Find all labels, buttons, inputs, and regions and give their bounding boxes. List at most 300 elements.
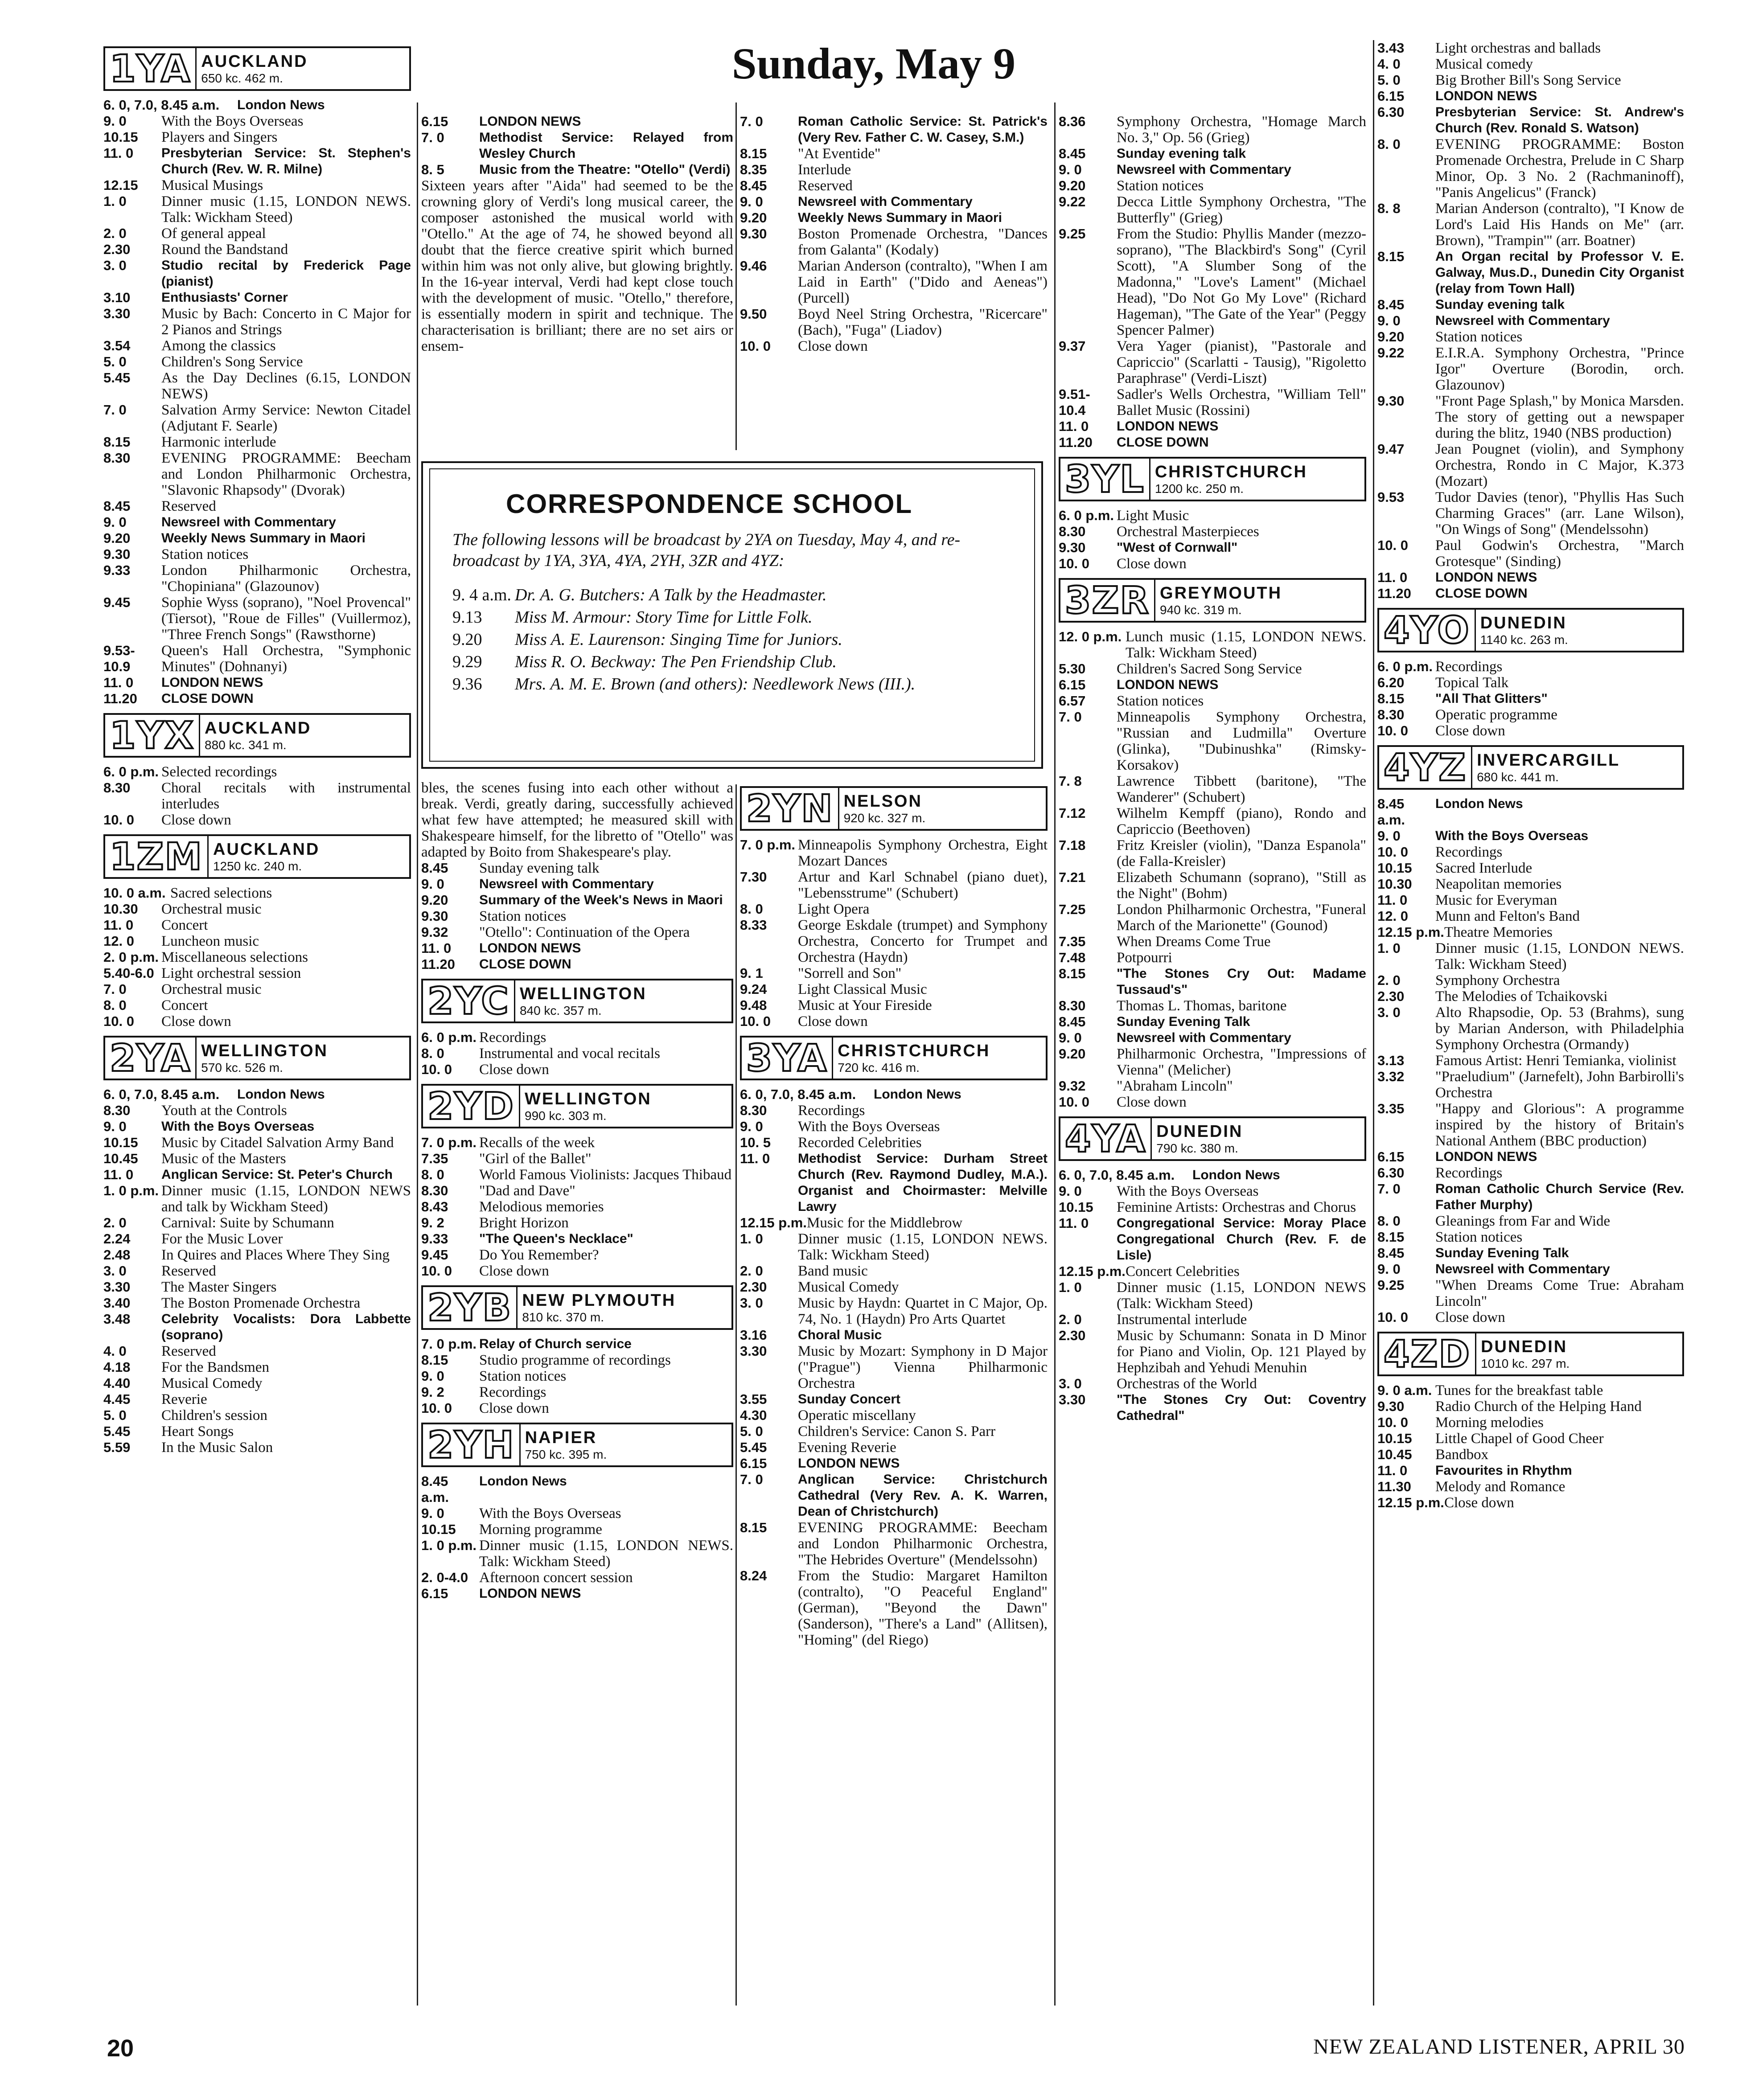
program-entry bbox=[1377, 586, 1684, 602]
program-description: Music at Your Fireside bbox=[798, 997, 932, 1013]
program-entry bbox=[103, 1311, 411, 1343]
program-entry bbox=[740, 1013, 1048, 1029]
program-entry bbox=[740, 306, 1048, 338]
program-description: Topical Talk bbox=[1435, 675, 1509, 691]
program-description: Music from the Theatre: "Otello" (Verdi) bbox=[479, 162, 731, 177]
program-entry bbox=[103, 498, 411, 514]
program-description: CLOSE DOWN bbox=[161, 691, 254, 706]
program-time: 10.45 bbox=[1377, 1447, 1412, 1462]
program-description: Presbyterian Service: St. Andrew's Church (Rev. Ronald S. Watson) bbox=[1435, 105, 1684, 135]
program-entry bbox=[1377, 313, 1684, 329]
program-description: Queen's Hall Orchestra, "Symphonic Minutes" (Dohnanyi) bbox=[161, 643, 411, 675]
program-time: 9. 1 bbox=[740, 965, 763, 981]
program-entry bbox=[103, 1135, 411, 1151]
program-description: Heart Songs bbox=[161, 1423, 234, 1440]
program-description: Roman Catholic Church Service (Rev. Father Murphy) bbox=[1435, 1181, 1684, 1212]
program-description: Light orchestral session bbox=[161, 965, 301, 981]
program-time: 1. 0 bbox=[1059, 1280, 1082, 1295]
program-entry bbox=[1059, 1280, 1366, 1312]
program-time: 4.30 bbox=[740, 1407, 767, 1423]
program-description: LONDON NEWS bbox=[479, 941, 581, 956]
program-description: Marian Anderson (contralto), "I Know de Lord's Laid His Hands on Me" (arr. Brown), "Trampin'" (arr. Boatner) bbox=[1435, 201, 1684, 249]
program-time: 8.15 bbox=[103, 434, 131, 450]
program-description: London News bbox=[237, 1087, 325, 1102]
program-entry bbox=[1377, 1399, 1684, 1415]
program-entry bbox=[1377, 297, 1684, 313]
program-time: 10.15 bbox=[1059, 1199, 1093, 1215]
program-time: 11. 0 bbox=[103, 145, 134, 161]
program-time: 8.45 bbox=[1059, 146, 1086, 161]
program-entry bbox=[421, 1538, 733, 1570]
program-entry bbox=[1059, 1046, 1366, 1078]
program-time: 9.51-10.4 bbox=[1059, 386, 1090, 418]
program-description: Carnival: Suite by Schumann bbox=[161, 1215, 334, 1231]
program-list bbox=[1377, 40, 1684, 602]
program-entry bbox=[1059, 1183, 1366, 1199]
program-time: 8.45 bbox=[740, 178, 767, 193]
program-time: 2. 0 bbox=[1059, 1312, 1082, 1327]
program-entry bbox=[421, 1029, 733, 1046]
program-description: Dinner music (1.15, LONDON NEWS and talk by Wickham Steed) bbox=[161, 1183, 411, 1215]
program-time: 6.57 bbox=[1059, 693, 1086, 709]
program-description: Light Classical Music bbox=[798, 981, 927, 997]
program-time: 6.30 bbox=[1377, 104, 1405, 120]
station-logo: 1YX bbox=[105, 715, 200, 756]
program-description: Recordings bbox=[1435, 659, 1503, 675]
program-time: 8.45 bbox=[1377, 1245, 1405, 1261]
program-description: Choral Music bbox=[798, 1328, 882, 1342]
program-time: 10. 0 bbox=[740, 1013, 771, 1029]
program-description: Music by Haydn: Quartet in C Major, Op. 74, No. 1 (Haydn) Pro Arts Quartet bbox=[798, 1295, 1048, 1327]
program-description: Tunes for the breakfast table bbox=[1435, 1382, 1603, 1399]
program-entry bbox=[740, 338, 1048, 354]
program-entry bbox=[1059, 114, 1366, 146]
program-time: 2. 0 bbox=[103, 1215, 127, 1230]
program-time: 7. 0 bbox=[421, 130, 444, 145]
program-time: 6. 0 p.m. bbox=[1377, 659, 1433, 674]
program-description: Musical Comedy bbox=[798, 1279, 899, 1295]
program-description: LONDON NEWS bbox=[1435, 89, 1537, 103]
program-list bbox=[1377, 659, 1684, 739]
program-description: Music by Bach: Concerto in C Major for 2 Pianos and Strings bbox=[161, 306, 411, 338]
program-description: Newsreel with Commentary bbox=[1117, 1030, 1291, 1045]
program-entry bbox=[1377, 104, 1684, 136]
program-description: Light orchestras and ballads bbox=[1435, 40, 1601, 56]
program-description: Feminine Artists: Orchestras and Chorus bbox=[1117, 1199, 1356, 1215]
program-time: 3.30 bbox=[103, 306, 131, 321]
program-entry bbox=[103, 1279, 411, 1295]
program-entry bbox=[103, 306, 411, 338]
program-time: 12.15 bbox=[103, 177, 138, 193]
program-description: Close down bbox=[1117, 1094, 1187, 1110]
station-frequency: 810 kc. 370 m. bbox=[522, 1310, 604, 1324]
program-description: Station notices bbox=[1117, 178, 1204, 194]
station-city: CHRISTCHURCH bbox=[838, 1042, 990, 1060]
program-time: 2.30 bbox=[1059, 1328, 1086, 1343]
program-description: CLOSE DOWN bbox=[479, 957, 571, 972]
program-entry bbox=[740, 210, 1048, 226]
program-time: 12.15 p.m. bbox=[1059, 1263, 1126, 1279]
program-description: Children's Sacred Song Service bbox=[1117, 661, 1302, 677]
program-entry bbox=[421, 780, 733, 860]
program-entry bbox=[740, 1343, 1048, 1391]
program-list bbox=[740, 837, 1048, 1029]
program-description: Miscellaneous selections bbox=[161, 949, 308, 965]
program-entry bbox=[1059, 1094, 1366, 1110]
station-logo: 3ZR bbox=[1060, 580, 1155, 621]
program-description: Newsreel with Commentary bbox=[798, 194, 973, 209]
program-description: Enthusiasts' Corner bbox=[161, 290, 288, 305]
program-entry bbox=[421, 892, 733, 908]
program-time: 8.30 bbox=[103, 450, 131, 466]
program-description: Lunch music (1.15, LONDON NEWS. Talk: Wickham Steed) bbox=[1126, 629, 1366, 661]
program-entry bbox=[1377, 1463, 1684, 1479]
program-description: Philharmonic Orchestra, "Impressions of Vienna" (Melicher) bbox=[1117, 1046, 1366, 1078]
program-entry bbox=[1059, 805, 1366, 837]
program-time: 9.53-10.9 bbox=[103, 643, 135, 674]
program-entry bbox=[740, 869, 1048, 901]
station-header-4yz bbox=[1377, 745, 1684, 790]
program-description: Sophie Wyss (soprano), "Noel Provencal" (Tiersot), "Roue de Filles" (Vuillermoz), "Three French Songs" (Rawsthorne) bbox=[161, 595, 411, 643]
station-city: NAPIER bbox=[525, 1428, 597, 1447]
station-logo: 3YA bbox=[742, 1038, 833, 1079]
program-description: Radio Church of the Helping Hand bbox=[1435, 1399, 1642, 1415]
program-time: 8. 0 bbox=[1377, 136, 1401, 152]
program-entry bbox=[421, 1368, 733, 1384]
program-entry bbox=[103, 812, 411, 828]
program-entry bbox=[740, 1456, 1048, 1472]
program-time: 8.15 bbox=[1377, 1229, 1405, 1245]
program-entry bbox=[1377, 1101, 1684, 1149]
program-entry bbox=[1059, 966, 1366, 998]
station-frequency: 790 kc. 380 m. bbox=[1156, 1141, 1238, 1155]
program-time: 6.15 bbox=[421, 1586, 448, 1601]
lesson-entry bbox=[452, 606, 1012, 628]
program-entry bbox=[740, 114, 1048, 146]
program-time: 3.10 bbox=[103, 290, 131, 305]
lesson-list bbox=[452, 584, 1012, 695]
program-time: 4.45 bbox=[103, 1391, 131, 1407]
station-logo: 2YB bbox=[423, 1287, 518, 1328]
program-entry bbox=[740, 226, 1048, 258]
program-time: 7. 0 p.m. bbox=[740, 837, 796, 853]
program-time: 9.47 bbox=[1377, 441, 1405, 457]
program-time: 3.13 bbox=[1377, 1053, 1405, 1068]
program-description: Concert bbox=[161, 917, 208, 933]
program-description: Favourites in Rhythm bbox=[1435, 1463, 1572, 1478]
program-time: 8.15 bbox=[421, 1352, 448, 1368]
program-entry bbox=[421, 860, 733, 876]
program-entry bbox=[421, 1570, 733, 1586]
program-time: 9.22 bbox=[1377, 345, 1405, 361]
program-entry bbox=[740, 1263, 1048, 1279]
station-frequency: 880 kc. 341 m. bbox=[205, 738, 287, 752]
program-description: Close down bbox=[798, 338, 868, 354]
program-entry bbox=[103, 258, 411, 290]
program-entry bbox=[421, 1473, 733, 1505]
program-time: 9. 0 bbox=[421, 1368, 444, 1384]
program-time: 9.24 bbox=[740, 981, 767, 997]
program-description: Children's session bbox=[161, 1407, 267, 1423]
program-description: Selected recordings bbox=[161, 764, 277, 780]
program-description: Youth at the Controls bbox=[161, 1103, 287, 1119]
program-time: 9.45 bbox=[421, 1247, 448, 1263]
program-description: Recordings bbox=[798, 1103, 865, 1119]
column-rule bbox=[1373, 40, 1374, 2006]
program-description: Methodist Service: Relayed from Wesley Church bbox=[479, 130, 733, 161]
program-list bbox=[1059, 629, 1366, 1110]
program-description: Dinner music (1.15, LONDON NEWS. Talk: Wickham Steed) bbox=[161, 193, 411, 226]
program-time: 3.40 bbox=[103, 1295, 131, 1311]
program-description: Music for the Middlebrow bbox=[807, 1215, 963, 1231]
program-description: From the Studio: Margaret Hamilton (contralto), "O Peaceful England" (German), "Beyond the Dawn" (Sanderson), "There's a Land" (Allitsen), "Homing" (del Riego) bbox=[798, 1568, 1048, 1648]
station-city: DUNEDIN bbox=[1481, 1337, 1568, 1356]
program-time: 12.15 p.m. bbox=[1377, 1495, 1444, 1510]
program-description: Close down bbox=[479, 1263, 549, 1279]
program-time: 3.54 bbox=[103, 338, 131, 353]
program-time: 9. 0 bbox=[1059, 162, 1082, 177]
magazine-footer: NEW ZEALAND LISTENER, APRIL 30 bbox=[1313, 2035, 1685, 2059]
program-entry bbox=[740, 162, 1048, 178]
program-list bbox=[1059, 508, 1366, 572]
program-entry bbox=[103, 562, 411, 595]
station-header-4yo bbox=[1377, 608, 1684, 652]
program-entry bbox=[103, 1391, 411, 1407]
program-time: 11.20 bbox=[103, 691, 137, 706]
program-description: Band music bbox=[798, 1263, 868, 1279]
program-entry bbox=[103, 450, 411, 498]
program-list bbox=[1377, 796, 1684, 1325]
program-time: 12.15 p.m. bbox=[740, 1215, 807, 1230]
program-time: 7. 0 bbox=[103, 402, 127, 418]
program-description: Station notices bbox=[479, 1368, 567, 1384]
program-description: EVENING PROGRAMME: Beecham and London Philharmonic Orchestra, "Slavonic Rhapsody" (Dvorak) bbox=[161, 450, 411, 498]
program-description: With the Boys Overseas bbox=[479, 1505, 621, 1522]
program-entry bbox=[1059, 1312, 1366, 1328]
program-description: Elizabeth Schumann (soprano), "Still as the Night" (Bohm) bbox=[1117, 870, 1366, 902]
station-city: WELLINGTON bbox=[519, 984, 647, 1003]
program-entry bbox=[1059, 1328, 1366, 1376]
program-time: 6.15 bbox=[421, 114, 448, 129]
program-time: 9. 0 bbox=[103, 1119, 127, 1134]
station-frequency: 1250 kc. 240 m. bbox=[213, 859, 302, 873]
program-entry bbox=[1059, 1014, 1366, 1030]
column-3-top bbox=[740, 114, 1048, 354]
program-description: Newsreel with Commentary bbox=[1435, 1262, 1610, 1276]
program-description: Melodious memories bbox=[479, 1199, 604, 1215]
program-time: 6. 0 p.m. bbox=[103, 764, 159, 779]
program-entry bbox=[1377, 1277, 1684, 1309]
program-description: For the Bandsmen bbox=[161, 1359, 269, 1375]
program-description: Methodist Service: Durham Street Church (Rev. Raymond Dudley, M.A.). Organist and Choirmaster: Melville Lawry bbox=[798, 1151, 1048, 1214]
program-entry bbox=[740, 146, 1048, 162]
program-time: 9. 0 bbox=[103, 113, 127, 129]
program-entry bbox=[1059, 677, 1366, 693]
program-description: Theatre Memories bbox=[1444, 924, 1553, 940]
program-entry bbox=[421, 940, 733, 956]
program-time: 7.12 bbox=[1059, 805, 1086, 821]
station-city: INVERCARGILL bbox=[1477, 751, 1620, 770]
program-entry bbox=[740, 1135, 1048, 1151]
program-time: 11. 0 bbox=[1377, 892, 1408, 908]
program-time: 11.20 bbox=[421, 956, 455, 972]
program-entry bbox=[1377, 1213, 1684, 1229]
program-entry bbox=[103, 546, 411, 562]
program-entry bbox=[1377, 1149, 1684, 1165]
program-description: Minneapolis Symphony Orchestra, "Russian and Ludmilla" Overture (Glinka), "Dubinushka" (Rimsky-Korsakov) bbox=[1117, 709, 1366, 773]
station-city: GREYMOUTH bbox=[1160, 584, 1282, 603]
station-header-1yx bbox=[103, 713, 411, 758]
program-entry bbox=[1377, 537, 1684, 570]
program-entry bbox=[1059, 837, 1366, 870]
program-time: 9.50 bbox=[740, 306, 767, 322]
program-description: Celebrity Vocalists: Dora Labbette (soprano) bbox=[161, 1312, 411, 1342]
program-entry bbox=[1377, 1053, 1684, 1069]
correspondence-school-box bbox=[421, 461, 1043, 769]
program-description: LONDON NEWS bbox=[161, 675, 263, 690]
program-description: Harmonic interlude bbox=[161, 434, 276, 450]
program-description: Neapolitan memories bbox=[1435, 876, 1562, 892]
program-description: Light Music bbox=[1117, 508, 1189, 524]
program-description: Boston Promenade Orchestra, "Dances from Galanta" (Kodaly) bbox=[798, 226, 1048, 258]
station-city: DUNEDIN bbox=[1480, 614, 1567, 632]
program-description: Little Chapel of Good Cheer bbox=[1435, 1431, 1604, 1447]
program-time: 7. 0 p.m. bbox=[421, 1135, 477, 1150]
program-entry bbox=[103, 402, 411, 434]
program-time: 10. 0 bbox=[1377, 723, 1408, 738]
program-description: Station notices bbox=[1435, 329, 1523, 345]
program-time: 8.24 bbox=[740, 1568, 767, 1583]
station-frequency: 1200 kc. 250 m. bbox=[1154, 482, 1244, 496]
program-time: 3.30 bbox=[103, 1279, 131, 1295]
program-time: 9.30 bbox=[1377, 393, 1405, 409]
program-entry bbox=[1059, 338, 1366, 386]
program-time: 2. 0-4.0 bbox=[421, 1570, 468, 1585]
program-entry bbox=[1059, 162, 1366, 178]
program-list bbox=[421, 1135, 733, 1279]
station-city: NELSON bbox=[843, 792, 922, 811]
program-time: 10.30 bbox=[1377, 876, 1412, 892]
program-time: 6.15 bbox=[1059, 677, 1086, 693]
program-description: Bright Horizon bbox=[479, 1215, 569, 1231]
program-description: "The Queen's Necklace" bbox=[479, 1231, 633, 1246]
program-description: Close down bbox=[161, 1013, 231, 1029]
program-time: 3. 0 bbox=[103, 1263, 127, 1279]
program-description: Jean Pougnet (violin), and Symphony Orchestra, Rondo in C Major, K.373 (Mozart) bbox=[1435, 441, 1684, 489]
program-list bbox=[103, 97, 411, 707]
program-entry bbox=[1059, 709, 1366, 773]
program-description: Big Brother Bill's Song Service bbox=[1435, 72, 1621, 88]
program-description: Instrumental interlude bbox=[1117, 1312, 1247, 1328]
program-time: 7.25 bbox=[1059, 902, 1086, 917]
program-entry bbox=[421, 1263, 733, 1279]
program-time: 8.30 bbox=[103, 780, 131, 796]
station-logo: 2YA bbox=[105, 1038, 197, 1079]
station-logo: 2YH bbox=[423, 1424, 521, 1465]
program-description: Of general appeal bbox=[161, 226, 266, 242]
program-time: 8. 0 bbox=[421, 1167, 444, 1182]
program-entry bbox=[1377, 1261, 1684, 1277]
program-time: 7. 0 bbox=[103, 981, 127, 997]
program-entry bbox=[103, 965, 411, 981]
station-header-3ya bbox=[740, 1036, 1048, 1080]
program-time: 8.45 a.m. bbox=[421, 1473, 449, 1505]
program-entry bbox=[103, 354, 411, 370]
program-entry bbox=[421, 956, 733, 972]
program-description: Weekly News Summary in Maori bbox=[161, 531, 366, 546]
program-time: 9.33 bbox=[421, 1231, 448, 1247]
program-entry bbox=[1377, 570, 1684, 586]
program-description: Newsreel with Commentary bbox=[479, 877, 654, 891]
program-time: 5. 0 bbox=[103, 1407, 127, 1423]
program-time: 6. 0, 7.0, 8.45 a.m. bbox=[103, 97, 220, 113]
program-time: 8.33 bbox=[740, 917, 767, 933]
column-rule bbox=[735, 784, 737, 2006]
program-description: Sunday Concert bbox=[798, 1392, 901, 1407]
program-entry bbox=[103, 193, 411, 226]
program-description: Children's Song Service bbox=[161, 354, 303, 370]
program-description: With the Boys Overseas bbox=[1117, 1183, 1259, 1199]
station-logo: 3YL bbox=[1060, 459, 1150, 500]
program-entry bbox=[421, 1400, 733, 1416]
station-city: AUCKLAND bbox=[205, 719, 312, 738]
program-time: 6.15 bbox=[1377, 88, 1405, 104]
program-entry bbox=[421, 1062, 733, 1078]
program-description: Vera Yager (pianist), "Pastorale and Capriccio" (Scarlatti - Tausig), "Rigoletto Paraphrase" (Verdi-Liszt) bbox=[1117, 338, 1366, 386]
program-time: 9. 0 bbox=[1377, 1261, 1401, 1277]
program-time: 9.20 bbox=[103, 530, 131, 546]
program-description: Station notices bbox=[161, 546, 249, 562]
program-description: Anglican Service: Christchurch Cathedral (Very Rev. A. K. Warren, Dean of Christchurch) bbox=[798, 1472, 1048, 1519]
program-description: When Dreams Come True bbox=[1117, 934, 1271, 950]
program-time: 9.30 bbox=[1377, 1399, 1405, 1414]
lesson-description: Mrs. A. M. E. Brown (and others): Needlework News (III.). bbox=[515, 675, 916, 693]
station-city: AUCKLAND bbox=[213, 840, 320, 859]
program-description: Close down bbox=[479, 1400, 549, 1416]
program-time: 1. 0 bbox=[740, 1231, 763, 1247]
program-description: Paul Godwin's Orchestra, "March Grotesque" (Sinding) bbox=[1435, 537, 1684, 570]
program-time: 5.45 bbox=[103, 370, 131, 386]
program-description: Close down bbox=[479, 1062, 549, 1078]
program-time: 9.20 bbox=[421, 892, 448, 908]
program-entry bbox=[103, 530, 411, 546]
program-list bbox=[1059, 1167, 1366, 1424]
program-description: Anglican Service: St. Peter's Church bbox=[161, 1167, 393, 1182]
program-entry bbox=[740, 1295, 1048, 1327]
program-description: London News bbox=[874, 1087, 961, 1102]
program-description: World Famous Violinists: Jacques Thibaud bbox=[479, 1167, 732, 1183]
program-entry bbox=[740, 1327, 1048, 1343]
program-entry bbox=[1059, 1078, 1366, 1094]
program-entry bbox=[103, 885, 411, 901]
program-entry bbox=[1377, 940, 1684, 972]
program-description: E.I.R.A. Symphony Orchestra, "Prince Igor" Overture (Borodin, orch. Glazounov) bbox=[1435, 345, 1684, 393]
program-time: 10. 0 bbox=[421, 1062, 452, 1077]
program-description: bles, the scenes fusing into each other without a break. Verdi, greatly daring, successfully achieved what few have attempted; he measured skill with Shakespeare himself, for the libretto of "Otello" was adapted by Boito from Shakespeare's play. bbox=[421, 780, 733, 860]
program-entry bbox=[421, 114, 733, 130]
program-entry bbox=[740, 837, 1048, 869]
program-time: 8. 0 bbox=[1377, 1213, 1401, 1229]
station-header-4ya bbox=[1059, 1116, 1366, 1161]
program-description: The Boston Promenade Orchestra bbox=[161, 1295, 361, 1311]
program-list bbox=[740, 114, 1048, 354]
program-description: Dinner music (1.15, LONDON NEWS. Talk: Wickham Steed) bbox=[798, 1231, 1048, 1263]
station-city: DUNEDIN bbox=[1156, 1122, 1243, 1141]
program-entry bbox=[740, 1231, 1048, 1263]
program-description: Players and Singers bbox=[161, 129, 278, 145]
program-entry bbox=[1059, 178, 1366, 194]
program-time: 7.21 bbox=[1059, 870, 1086, 885]
